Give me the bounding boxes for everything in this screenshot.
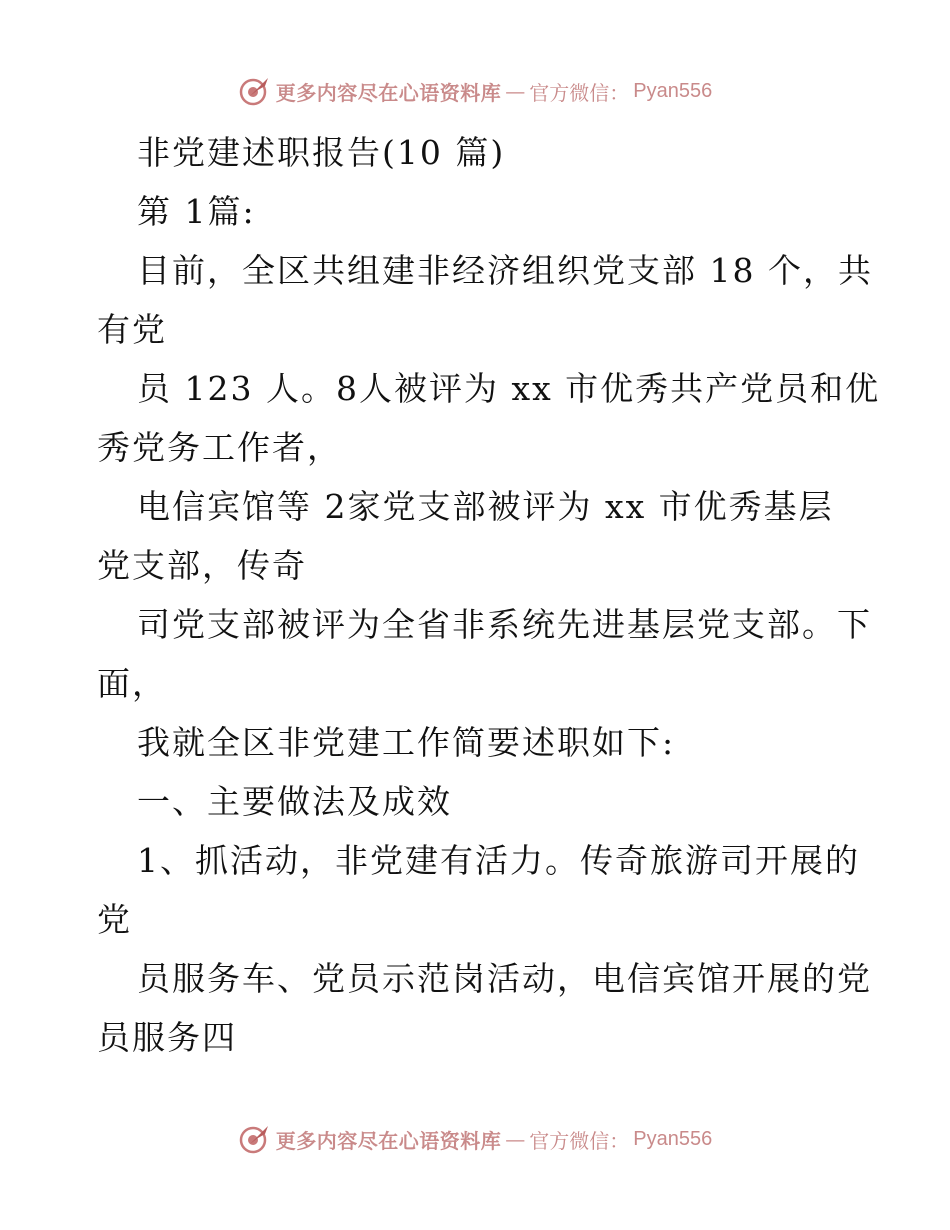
paragraph-line: 员服务车、党员示范岗活动，电信宾馆开展的党 xyxy=(137,959,872,998)
paragraph-line: 目前，全区共组建非经济组织党支部 18 个，共 xyxy=(137,251,873,290)
document-body xyxy=(97,123,881,1067)
paragraph-line: 我就全区非党建工作简要述职如下: xyxy=(137,723,676,762)
footer-watermark xyxy=(0,1122,950,1156)
paragraph-line: 1、抓活动，非党建有活力。传奇旅游司开展的 xyxy=(137,841,860,880)
paragraph-line: 司党支部被评为全省非系统先进基层党支部。下 xyxy=(137,605,872,644)
paragraph-line: 电信宾馆等 2家党支部被评为 xx 市优秀基层 xyxy=(137,487,834,526)
section-heading: 第 1篇: xyxy=(137,192,256,231)
quill-logo-icon xyxy=(238,1122,272,1156)
watermark-main-text: 更多内容尽在心语资料库 xyxy=(275,1128,502,1153)
paragraph-line: 员 123 人。8人被评为 xx 市优秀共产党员和优 xyxy=(137,369,881,408)
watermark-main-text: 更多内容尽在心语资料库 xyxy=(275,80,502,105)
watermark-wechat-label: 官方微信： xyxy=(529,1128,630,1153)
quill-logo-icon xyxy=(238,74,272,108)
paragraph-line: 党支部，传奇 xyxy=(97,546,307,585)
paragraph-line: 面， xyxy=(97,664,167,703)
watermark-wechat-label: 官方微信： xyxy=(529,80,630,105)
watermark-dash: — xyxy=(505,79,526,103)
paragraph-line: 员服务四 xyxy=(97,1018,237,1057)
paragraph-line: 有党 xyxy=(97,310,167,349)
watermark-wechat-id: Pyan556 xyxy=(633,79,713,102)
watermark-wechat-id: Pyan556 xyxy=(633,1127,713,1150)
paragraph-line: 党 xyxy=(97,900,132,939)
document-title: 非党建述职报告(10 篇) xyxy=(137,133,506,172)
subsection-heading: 一、主要做法及成效 xyxy=(137,782,452,821)
watermark-dash: — xyxy=(505,1127,526,1151)
header-watermark xyxy=(0,74,950,108)
paragraph-line: 秀党务工作者， xyxy=(97,428,342,467)
